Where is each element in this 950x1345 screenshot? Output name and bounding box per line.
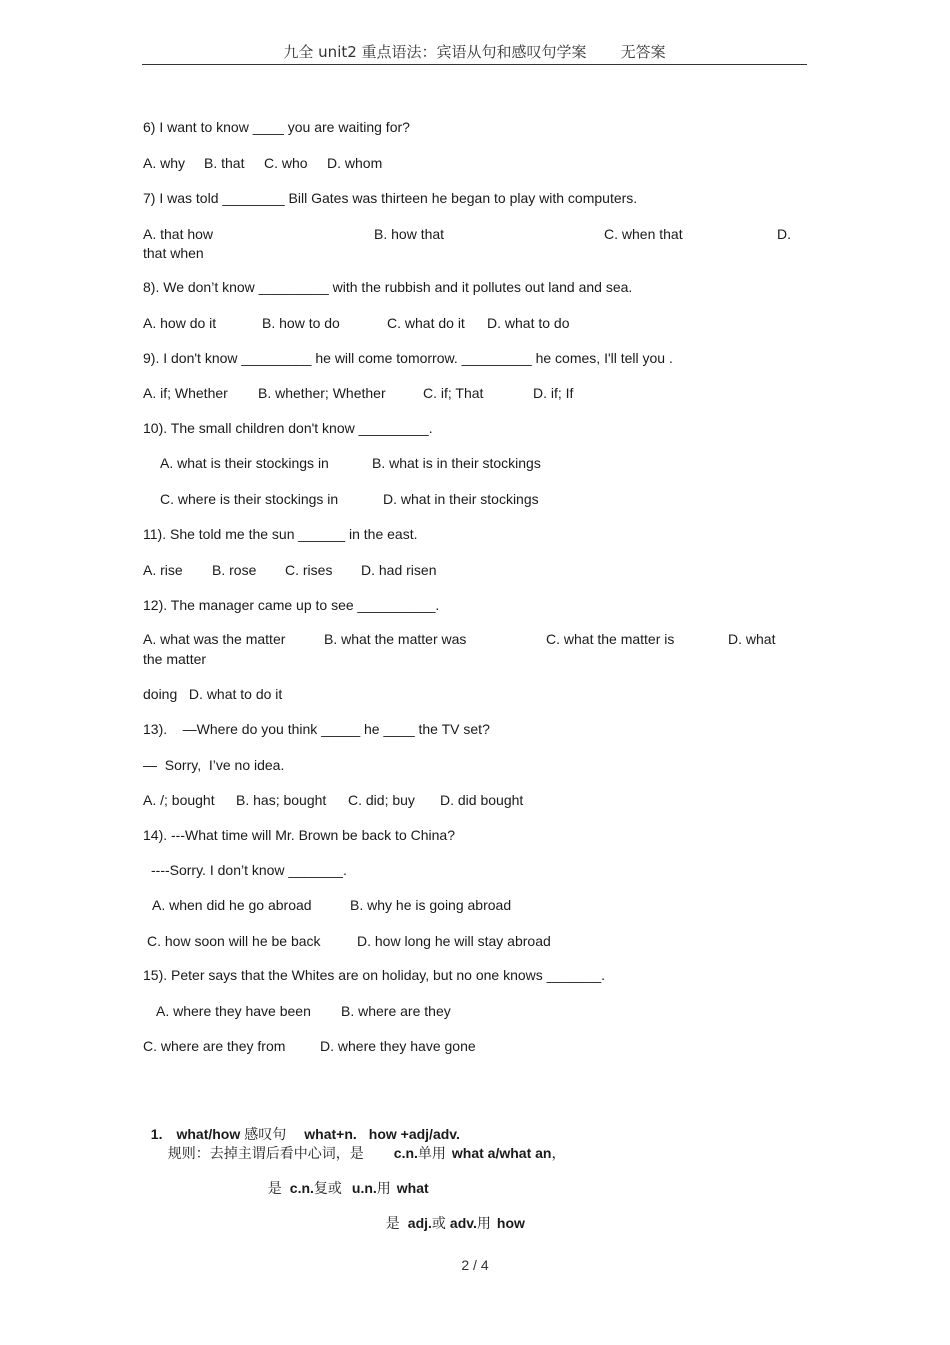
question-6: 6) I want to know ____ you are waiting for? (143, 119, 410, 135)
q6-option-b: B. that (204, 155, 245, 171)
q15-option-d: D. where they have gone (320, 1038, 476, 1054)
q8-option-c: C. what do it (387, 315, 465, 331)
grammar-heading-how-adj: how +adj/adv. (368, 1126, 460, 1142)
q13-option-c: C. did; buy (348, 792, 415, 808)
q11-option-a: A. rise (143, 562, 183, 578)
q9-option-c: C. if; That (423, 385, 484, 401)
q6-option-c: C. who (264, 155, 308, 171)
q9-option-d: D. if; If (533, 385, 574, 401)
grammar-heading-number: 1. (150, 1126, 163, 1142)
question-12: 12). The manager came up to see __________. (143, 597, 440, 613)
header-rule (142, 64, 807, 65)
q13-option-a: A. /; bought (143, 792, 215, 808)
q10-option-a: A. what is their stockings in (160, 455, 329, 471)
question-7: 7) I was told ________ Bill Gates was thirteen he began to play with computers. (143, 190, 638, 206)
q10-option-d: D. what in their stockings (383, 491, 539, 507)
q7-option-d: D. (777, 226, 791, 242)
grammar-rule-3-mid: 或 (431, 1216, 446, 1232)
q10-option-b: B. what is in their stockings (372, 455, 541, 471)
header-note: 无答案 (620, 43, 666, 61)
question-13-reply: — Sorry, I’ve no idea. (143, 757, 285, 773)
grammar-rule-2-term2: u.n. (351, 1180, 377, 1196)
q6-option-a: A. why (143, 155, 186, 171)
grammar-rule-3-term: adj. (407, 1215, 432, 1231)
q8-option-a: A. how do it (143, 315, 217, 331)
grammar-rule-1-end: what a/what an (451, 1145, 552, 1161)
grammar-rule-1-mid: 单用 (417, 1146, 446, 1162)
q9-option-a: A. if; Whether (143, 385, 228, 401)
grammar-heading-what-how: what/how (176, 1126, 241, 1142)
question-14: 14). ---What time will Mr. Brown be back to China? (143, 827, 455, 843)
q14-option-b: B. why he is going abroad (350, 897, 512, 913)
q7-option-a: A. that how (143, 226, 214, 242)
q8-option-d: D. what to do (487, 315, 570, 331)
grammar-rule-1-tail: ， (551, 1145, 566, 1161)
q10-option-c: C. where is their stockings in (160, 491, 339, 507)
page-header (142, 41, 807, 62)
q13-option-b: B. has; bought (236, 792, 327, 808)
grammar-rule-3 (378, 1196, 525, 1233)
q12-option-b: B. what the matter was (324, 631, 467, 647)
grammar-heading-what-n: what+n. (304, 1126, 357, 1142)
grammar-rule-2-end: what (396, 1180, 429, 1196)
q12-option-a: A. what was the matter (143, 631, 286, 647)
q15-option-c: C. where are they from (143, 1038, 286, 1054)
question-8: 8). We don’t know _________ with the rubbish and it pollutes out land and sea. (143, 279, 633, 295)
grammar-rule-2-term: c.n. (289, 1180, 314, 1196)
q14-option-c: C. how soon will he be back (147, 933, 321, 949)
question-14-reply: ----Sorry. I don’t know _______. (151, 862, 347, 878)
question-10: 10). The small children don't know _________. (143, 420, 433, 436)
header-title: 九全 unit2 重点语法：宾语从句和感叹句学案 (283, 43, 587, 61)
grammar-rule-1 (160, 1126, 565, 1163)
q7-option-d-text: that when (143, 245, 204, 261)
grammar-rule-2-use: 用 (376, 1181, 391, 1197)
q11-option-c: C. rises (285, 562, 333, 578)
q7-option-b: B. how that (374, 226, 445, 242)
q11-option-d: D. had risen (361, 562, 437, 578)
q12-option-d: D. what (728, 631, 776, 647)
grammar-rule-3-use: 用 (476, 1216, 491, 1232)
question-13: 13). —Where do you think _____ he ____ the TV set? (143, 721, 490, 737)
grammar-rule-1-term: c.n. (393, 1145, 418, 1161)
q12-option-e: doing D. what to do it (143, 686, 283, 702)
grammar-rule-3-pre: 是 (385, 1216, 400, 1232)
q12-option-d-text: the matter (143, 651, 207, 667)
q11-option-b: B. rose (212, 562, 257, 578)
grammar-rule-3-term2: adv. (449, 1215, 477, 1231)
q14-option-a: A. when did he go abroad (152, 897, 312, 913)
q14-option-d: D. how long he will stay abroad (357, 933, 551, 949)
grammar-rule-2 (260, 1161, 429, 1198)
grammar-rule-2-mid: 复或 (313, 1181, 342, 1197)
question-9: 9). I don't know _________ he will come tomorrow. _________ he comes, I'll tell you . (143, 350, 673, 366)
q15-option-a: A. where they have been (156, 1003, 311, 1019)
question-11: 11). She told me the sun ______ in the east. (143, 526, 418, 542)
question-15: 15). Peter says that the Whites are on holiday, but no one knows _______. (143, 967, 606, 983)
q8-option-b: B. how to do (262, 315, 340, 331)
q6-option-d: D. whom (327, 155, 383, 171)
grammar-heading-cn: 感叹句 (244, 1127, 287, 1143)
q7-option-c: C. when that (604, 226, 683, 242)
grammar-rule-3-end: how (496, 1215, 525, 1231)
page-number: 2 / 4 (461, 1257, 489, 1273)
q15-option-b: B. where are they (341, 1003, 451, 1019)
q9-option-b: B. whether; Whether (258, 385, 386, 401)
grammar-rule-2-pre: 是 (267, 1181, 282, 1197)
grammar-rule-prefix: 规则：去掉主谓后看中心词，是 (167, 1146, 364, 1162)
q13-option-d: D. did bought (440, 792, 524, 808)
q12-option-c: C. what the matter is (546, 631, 675, 647)
